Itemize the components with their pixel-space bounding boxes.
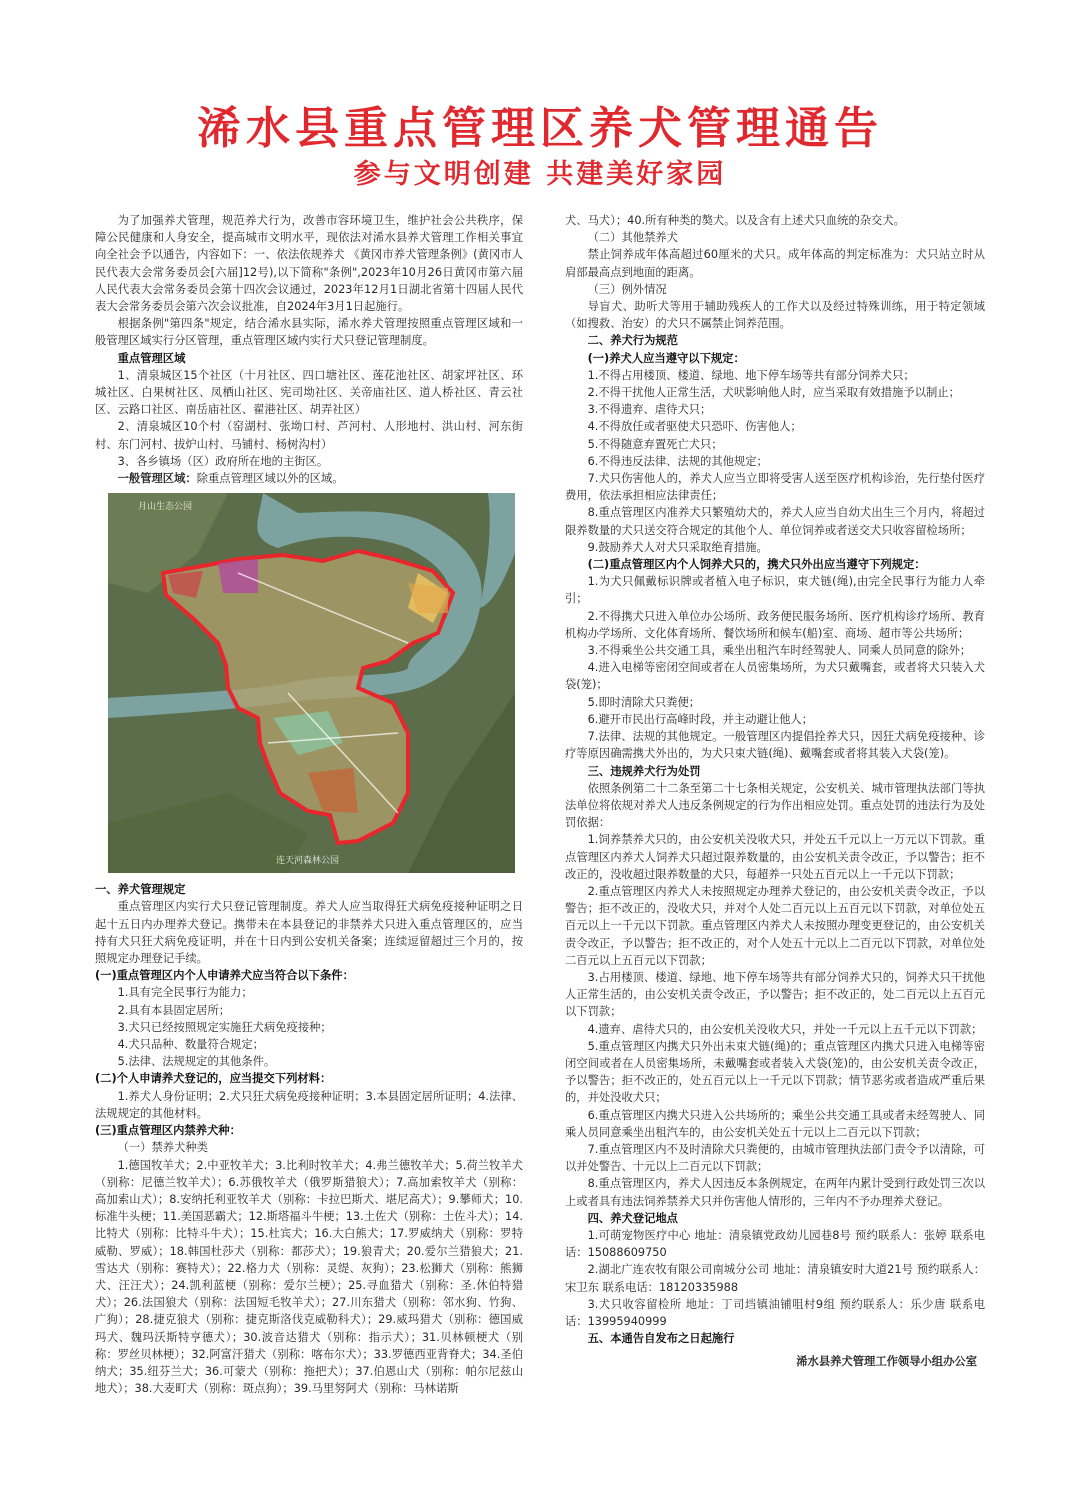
other-banned-heading: （二）其他禁养犬 bbox=[587, 231, 678, 245]
condition-item: 4.犬只品种、数量符合规定； bbox=[117, 1038, 264, 1052]
zone-map bbox=[108, 493, 515, 873]
rule-item: 6.不得违反法律、法规的其他规定； bbox=[587, 454, 768, 468]
section-1-sub-1: (一)重点管理区内个人申请养犬应当符合以下条件： bbox=[95, 969, 354, 983]
section-3-intro: 依照条例第二十二条至第二十七条相关规定，公安机关、城市管理执法部门等执法单位将依规对养犬人违反条例规定的行为作出相应处罚。重点处罚的违法行为及处罚依据： bbox=[565, 781, 985, 830]
section-1-paragraph: 重点管理区内实行犬只登记管理制度。养犬人应当取得狂犬病免疫接种证明之日起十五日内办理养犬登记。携带未在本县登记的非禁养犬只进入重点管理区的，应当持有犬只狂犬病免疫证明，并在十日内到公安机关备案；连续逗留超过三个月的，按照规定办理登记手续。 bbox=[95, 900, 523, 966]
banned-heading: （一）禁养犬种类 bbox=[117, 1141, 208, 1155]
rule-item: 8.重点管理区内准养犬只繁殖幼犬的，养犬人应当自幼犬出生三个月内，将超过限养数量的犬只送交符合规定的其他个人、单位饲养或者送交犬只收容留检场所； bbox=[565, 506, 985, 537]
outing-item: 5.即时清除犬只粪便； bbox=[587, 695, 701, 709]
section-5-heading: 五、本通告自发布之日起施行 bbox=[587, 1332, 735, 1346]
location-item: 2.湖北广连农牧有限公司南城分公司 地址：清泉镇安时大道21号 预约联系人：宋卫东 联系电话：18120335988 bbox=[565, 1263, 985, 1294]
outing-item: 4.进入电梯等密闭空间或者在人员密集场所，为犬只戴嘴套，或者将犬只装入犬袋(笼)； bbox=[565, 661, 985, 692]
penalty-item: 3.占用楼顶、楼道、绿地、地下停车场等共有部分饲养犬只的，饲养犬只干扰他人正常生活的，由公安机关责令改正，予以警告；拒不改正的，处二百元以上五百元以下罚款； bbox=[565, 970, 985, 1019]
map-district-purple bbox=[218, 559, 258, 593]
section-2-sub-2: (二)重点管理区内个人饲养犬只的，携犬只外出应当遵守下列规定： bbox=[587, 558, 926, 572]
rule-item: 1.不得占用楼顶、楼道、绿地、地下停车场等共有部分饲养犬只； bbox=[587, 368, 915, 382]
section-2-sub-1: (一)养犬人应当遵守以下规定： bbox=[587, 351, 745, 365]
outing-item: 6.避开市民出行高峰时段，并主动避让他人； bbox=[587, 712, 814, 726]
key-zone-item-2: 2、清泉城区10个村（窑湖村、张坳口村、芦河村、人形地村、洪山村、河东街村、东门河村、拔炉山村、马铺村、杨树沟村） bbox=[95, 420, 523, 451]
location-item: 3.犬只收容留检所 地址：丁司垱镇油铺咀村9组 预约联系人：乐少唐 联系电话：13995940999 bbox=[565, 1297, 985, 1328]
intro-paragraph-1: 为了加强养犬管理，规范养犬行为，改善市容环境卫生，维护社会公共秩序，保障公民健康和人身安全，提高城市文明水平，现依法对浠水县养犬管理工作相关事宜向全社会予以通告，内容如下：一、依法依规养犬 《黄冈市养犬管理条例》(黄冈市人民代表大会常务委员会[六届]12号),以下简称"条例",2023年10月26日黄冈市第六届人民代表大会常务委员会第十四次会议通过，2023年12月1日湖北省第十四届人民代表大会常务委员会第六次会议批准，自2024年3月1日起施行。 bbox=[95, 214, 523, 314]
exception-heading: （三）例外情况 bbox=[587, 282, 667, 296]
right-column bbox=[565, 212, 985, 1371]
condition-item: 3.犬只已经按照规定实施狂犬病免疫接种； bbox=[117, 1020, 332, 1034]
rule-item: 7.犬只伤害他人的，养犬人应当立即将受害人送至医疗机构诊治，先行垫付医疗费用，依法承担相应法律责任； bbox=[565, 472, 985, 503]
penalty-item: 6.重点管理区内携犬只进入公共场所的；乘坐公共交通工具或者未经驾驶人、同乘人员同意乘坐出租汽车的，由公安机关处五十元以上二百元以下罚款； bbox=[565, 1108, 985, 1139]
condition-item: 1.具有完全民事行为能力； bbox=[117, 986, 253, 1000]
notice-title: 浠水县重点管理区养犬管理通告 bbox=[197, 103, 883, 154]
section-2-heading: 二、养犬行为规范 bbox=[587, 334, 678, 348]
banned-breeds-list: 1.德国牧羊犬；2.中亚牧羊犬；3.比利时牧羊犬；4.弗兰德牧羊犬；5.荷兰牧羊犬（别称：尼德兰牧羊犬）；6.苏俄牧羊犬（俄罗斯猎狼犬）；7.高加索牧羊犬（别称：高加索山犬）；8.安纳托利亚牧羊犬（别称：卡拉巴斯犬、堪尼高犬）；9.攀师犬；10.标准牛头梗；11.美国恶霸犬；12.斯塔福斗牛梗；13.土佐犬（别称：土佐斗犬）；14.比特犬（别称：比特斗牛犬）；15.杜宾犬；16.大白熊犬；17.罗威纳犬（别称：罗特威勒、罗威）；18.韩国杜莎犬（别称：都莎犬）；19.狼青犬；20.爱尔兰猎狼犬；21.雪达犬（别称：赛特犬）；22.格力犬（别称：灵缇、灰狗）；23.松狮犬（别称：熊狮犬、汪汪犬）；24.凯利蓝梗（别称：爱尔兰梗）；25.寻血猎犬（别称：圣.休伯特猎犬）；26.法国狼犬（别称：法国短毛牧羊犬）；27.川东猎犬（别称：邻水狗、竹狗、广狗）；28.捷克狼犬（别称：捷克斯洛伐克威勒科犬）；29.威玛猎犬（别称：德国威玛犬、魏玛沃斯特亨德犬）；30.波音达猎犬（别称：指示犬）；31.贝林顿梗犬（别称：罗丝贝林梗）；32.阿富汗猎犬（别称：喀布尔犬）；33.罗德西亚背脊犬；34.圣伯纳犬；35.纽芬兰犬；36.可蒙犬（别称：拖把犬）；37.伯恩山犬（别称：帕尔尼兹山地犬）；38.大麦町犬（别称：斑点狗）；39.马里努阿犬（别称：马林诺斯 bbox=[95, 1158, 523, 1396]
general-zone-line bbox=[95, 470, 523, 487]
rule-item: 5.不得随意弃置死亡犬只； bbox=[587, 437, 723, 451]
issuer-signature: 浠水县养犬管理工作领导小组办公室 bbox=[796, 1355, 977, 1369]
outing-item: 1.为犬只佩戴标识牌或者植入电子标识，束犬链(绳),由完全民事行为能力人牵引； bbox=[565, 575, 985, 606]
key-zone-item-3: 3、各乡镇场（区）政府所在地的主街区。 bbox=[117, 454, 329, 468]
general-zone-text: 除重点管理区域以外的区域。 bbox=[196, 472, 344, 486]
section-1-sub-3: (三)重点管理区内禁养犬种： bbox=[95, 1124, 241, 1138]
outing-item: 3.不得乘坐公共交通工具，乘坐出租汽车时经驾驶人、同乘人员同意的除外； bbox=[587, 644, 972, 658]
outing-item: 2.不得携犬只进入单位办公场所、政务便民服务场所、医疗机构诊疗场所、教育机构办学场所、文化体育场所、餐饮场所和候车(船)室、商场、超市等公共场所； bbox=[565, 609, 985, 640]
condition-item: 2.具有本县固定居所； bbox=[117, 1003, 231, 1017]
left-column bbox=[95, 212, 523, 1397]
penalty-item: 2.重点管理区内养犬人未按照规定办理养犬登记的，由公安机关责令改正，予以警告；拒不改正的，没收犬只，并对个人处二百元以上五百元以下罚款，对单位处五百元以上一千元以下罚款。重点管理区内养犬人未按照办理变更登记的，由公安机关责令改正，予以警告；拒不改正的，对个人处五十元以上二百元以下罚款，对单位处二百元以上五百元以下罚款； bbox=[565, 884, 985, 967]
location-item: 1.可萌宠物医疗中心 地址：清泉镇党政幼儿园巷8号 预约联系人：张婷 联系电话：15088609750 bbox=[565, 1228, 985, 1260]
section-1-heading: 一、养犬管理规定 bbox=[95, 883, 186, 897]
penalty-item: 8.重点管理区内，养犬人因违反本条例规定，在两年内累计受到行政处罚三次以上或者具有违法饲养禁养犬只并伤害他人情形的，三年内不予办理养犬登记。 bbox=[565, 1177, 985, 1208]
section-3-heading: 三、违规养犬行为处罚 bbox=[587, 764, 701, 778]
rule-item: 3.不得遗弃、虐待犬只； bbox=[587, 403, 712, 417]
rule-item: 4.不得放任或者驱使犬只恐吓、伤害他人； bbox=[587, 420, 802, 434]
materials-text: 1.养犬人身份证明；2.犬只狂犬病免疫接种证明；3.本县固定居所证明；4.法律、法规规定的其他材料。 bbox=[95, 1089, 523, 1120]
other-banned-text: 禁止饲养成年体高超过60厘米的犬只。成年体高的判定标准为：犬只站立时从肩部最高点到地面的距离。 bbox=[565, 248, 985, 279]
banned-breeds-continued: 犬、马犬）；40.所有种类的獒犬。以及含有上述犬只血统的杂交犬。 bbox=[565, 214, 905, 227]
exception-text: 导盲犬、助听犬等用于辅助残疾人的工作犬以及经过特殊训练，用于特定领域（如搜救、治安）的犬只不属禁止饲养范围。 bbox=[565, 300, 985, 331]
penalty-item: 5.重点管理区内携犬只外出未束犬链(绳)的；重点管理区内携犬只进入电梯等密闭空间或者在人员密集场所，未戴嘴套或者装入犬袋(笼)的，由公安机关责令改正，予以警告；拒不改正的，处五百元以上一千元以下罚款；情节恶劣或者造成严重后果的，并处没收犬只； bbox=[565, 1039, 985, 1105]
section-1-sub-2: (二)个人申请养犬登记的，应当提交下列材料： bbox=[95, 1072, 332, 1086]
notice-subtitle: 参与文明创建 共建美好家园 bbox=[353, 159, 727, 190]
rule-item: 9.鼓励养犬人对犬只采取绝育措施。 bbox=[587, 540, 768, 554]
general-zone-heading: 一般管理区域： bbox=[117, 472, 197, 486]
outing-item: 7.法律、法规的其他规定。一般管理区内提倡拴养犬只，因狂犬病免疫接种、诊疗等原因确需携犬外出的，为犬只束犬链(绳)、戴嘴套或者将其装入犬袋(笼)。 bbox=[565, 730, 985, 761]
penalty-item: 7.重点管理区内不及时清除犬只粪便的，由城市管理执法部门责令予以清除，可以并处警告、十元以上二百元以下罚款； bbox=[565, 1142, 985, 1174]
map-label-bottom: 连天河森林公园 bbox=[276, 856, 340, 867]
intro-paragraph-2: 根据条例"第四条"规定，结合浠水县实际，浠水养犬管理按照重点管理区域和一般管理区域实行分区管理，重点管理区域内实行犬只登记管理制度。 bbox=[95, 317, 523, 348]
penalty-item: 4.遗弃、虐待犬只的，由公安机关没收犬只，并处一千元以上五千元以下罚款； bbox=[587, 1022, 983, 1036]
key-zone-heading: 重点管理区域 bbox=[117, 351, 186, 365]
key-zone-item-1: 1、清泉城区15个社区（十月社区、四口塘社区、莲花池社区、胡家坪社区、环城社区、白果树社区、凤栖山社区、宪司坳社区、关帝庙社区、道人桥社区、青云社区、云路口社区、南岳庙社区、翟港社区、胡弄社区） bbox=[95, 368, 523, 417]
condition-item: 5.法律、法规规定的其他条件。 bbox=[117, 1055, 276, 1069]
map-label-top: 月山生态公园 bbox=[138, 502, 193, 513]
section-4-heading: 四、养犬登记地点 bbox=[587, 1211, 678, 1225]
penalty-item: 1.饲养禁养犬只的，由公安机关没收犬只，并处五千元以上一万元以下罚款。重点管理区内养犬人饲养犬只超过限养数量的，由公安机关责令改正，予以警告；拒不改正的，没收超过限养数量的犬只，每超养一只处五百元以上一千元以下罚款； bbox=[565, 833, 985, 881]
rule-item: 2.不得干扰他人正常生活，犬吠影响他人时，应当采取有效措施予以制止； bbox=[587, 386, 960, 400]
